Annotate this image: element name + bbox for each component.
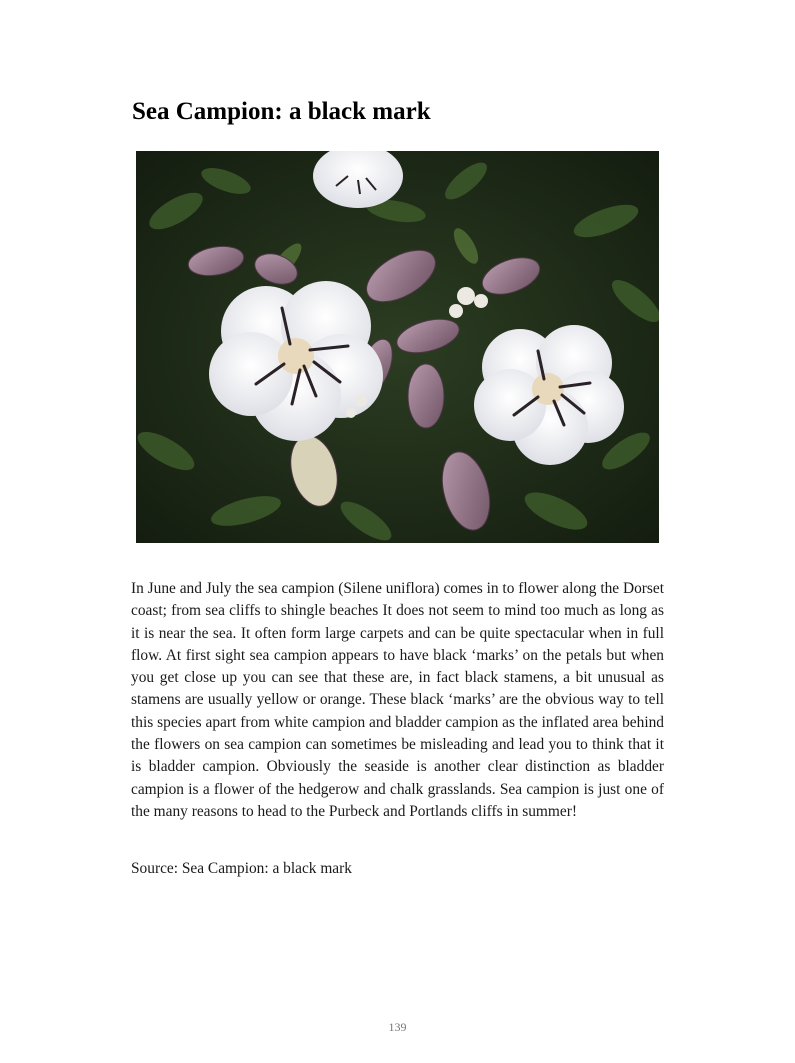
body-paragraph: In June and July the sea campion (Silene uniflora) comes in to flower along the Dorset coast; from sea cliffs to shingle beaches It does not seem to mind too much as long as it is near the sea. It often form large carpets and can be quite spectacular when in full flow. At first sight sea campion appears to have black ‘marks’ on the petals but when you get close up you can see that these are, in fact black stamens, a bit unusual as stamens are usually yellow or orange. These black ‘marks’ are the obvious way to tell this species apart from white campion and bladder campion as the inflated area behind the flowers on sea campion can sometimes be misleading and lead you to think that it is bladder campion. Obviously the seaside is another clear distinction as bladder campion is a flower of the hedgerow and chalk grasslands. Sea campion is just one of the many reasons to head to the Purbeck and Portlands cliffs in summer! — [131, 580, 664, 820]
sea-campion-photo — [136, 151, 659, 543]
page-number: 139 — [388, 1020, 407, 1034]
page-title: Sea Campion: a black mark — [132, 98, 431, 125]
source-line: Source: Sea Campion: a black mark — [131, 860, 352, 877]
